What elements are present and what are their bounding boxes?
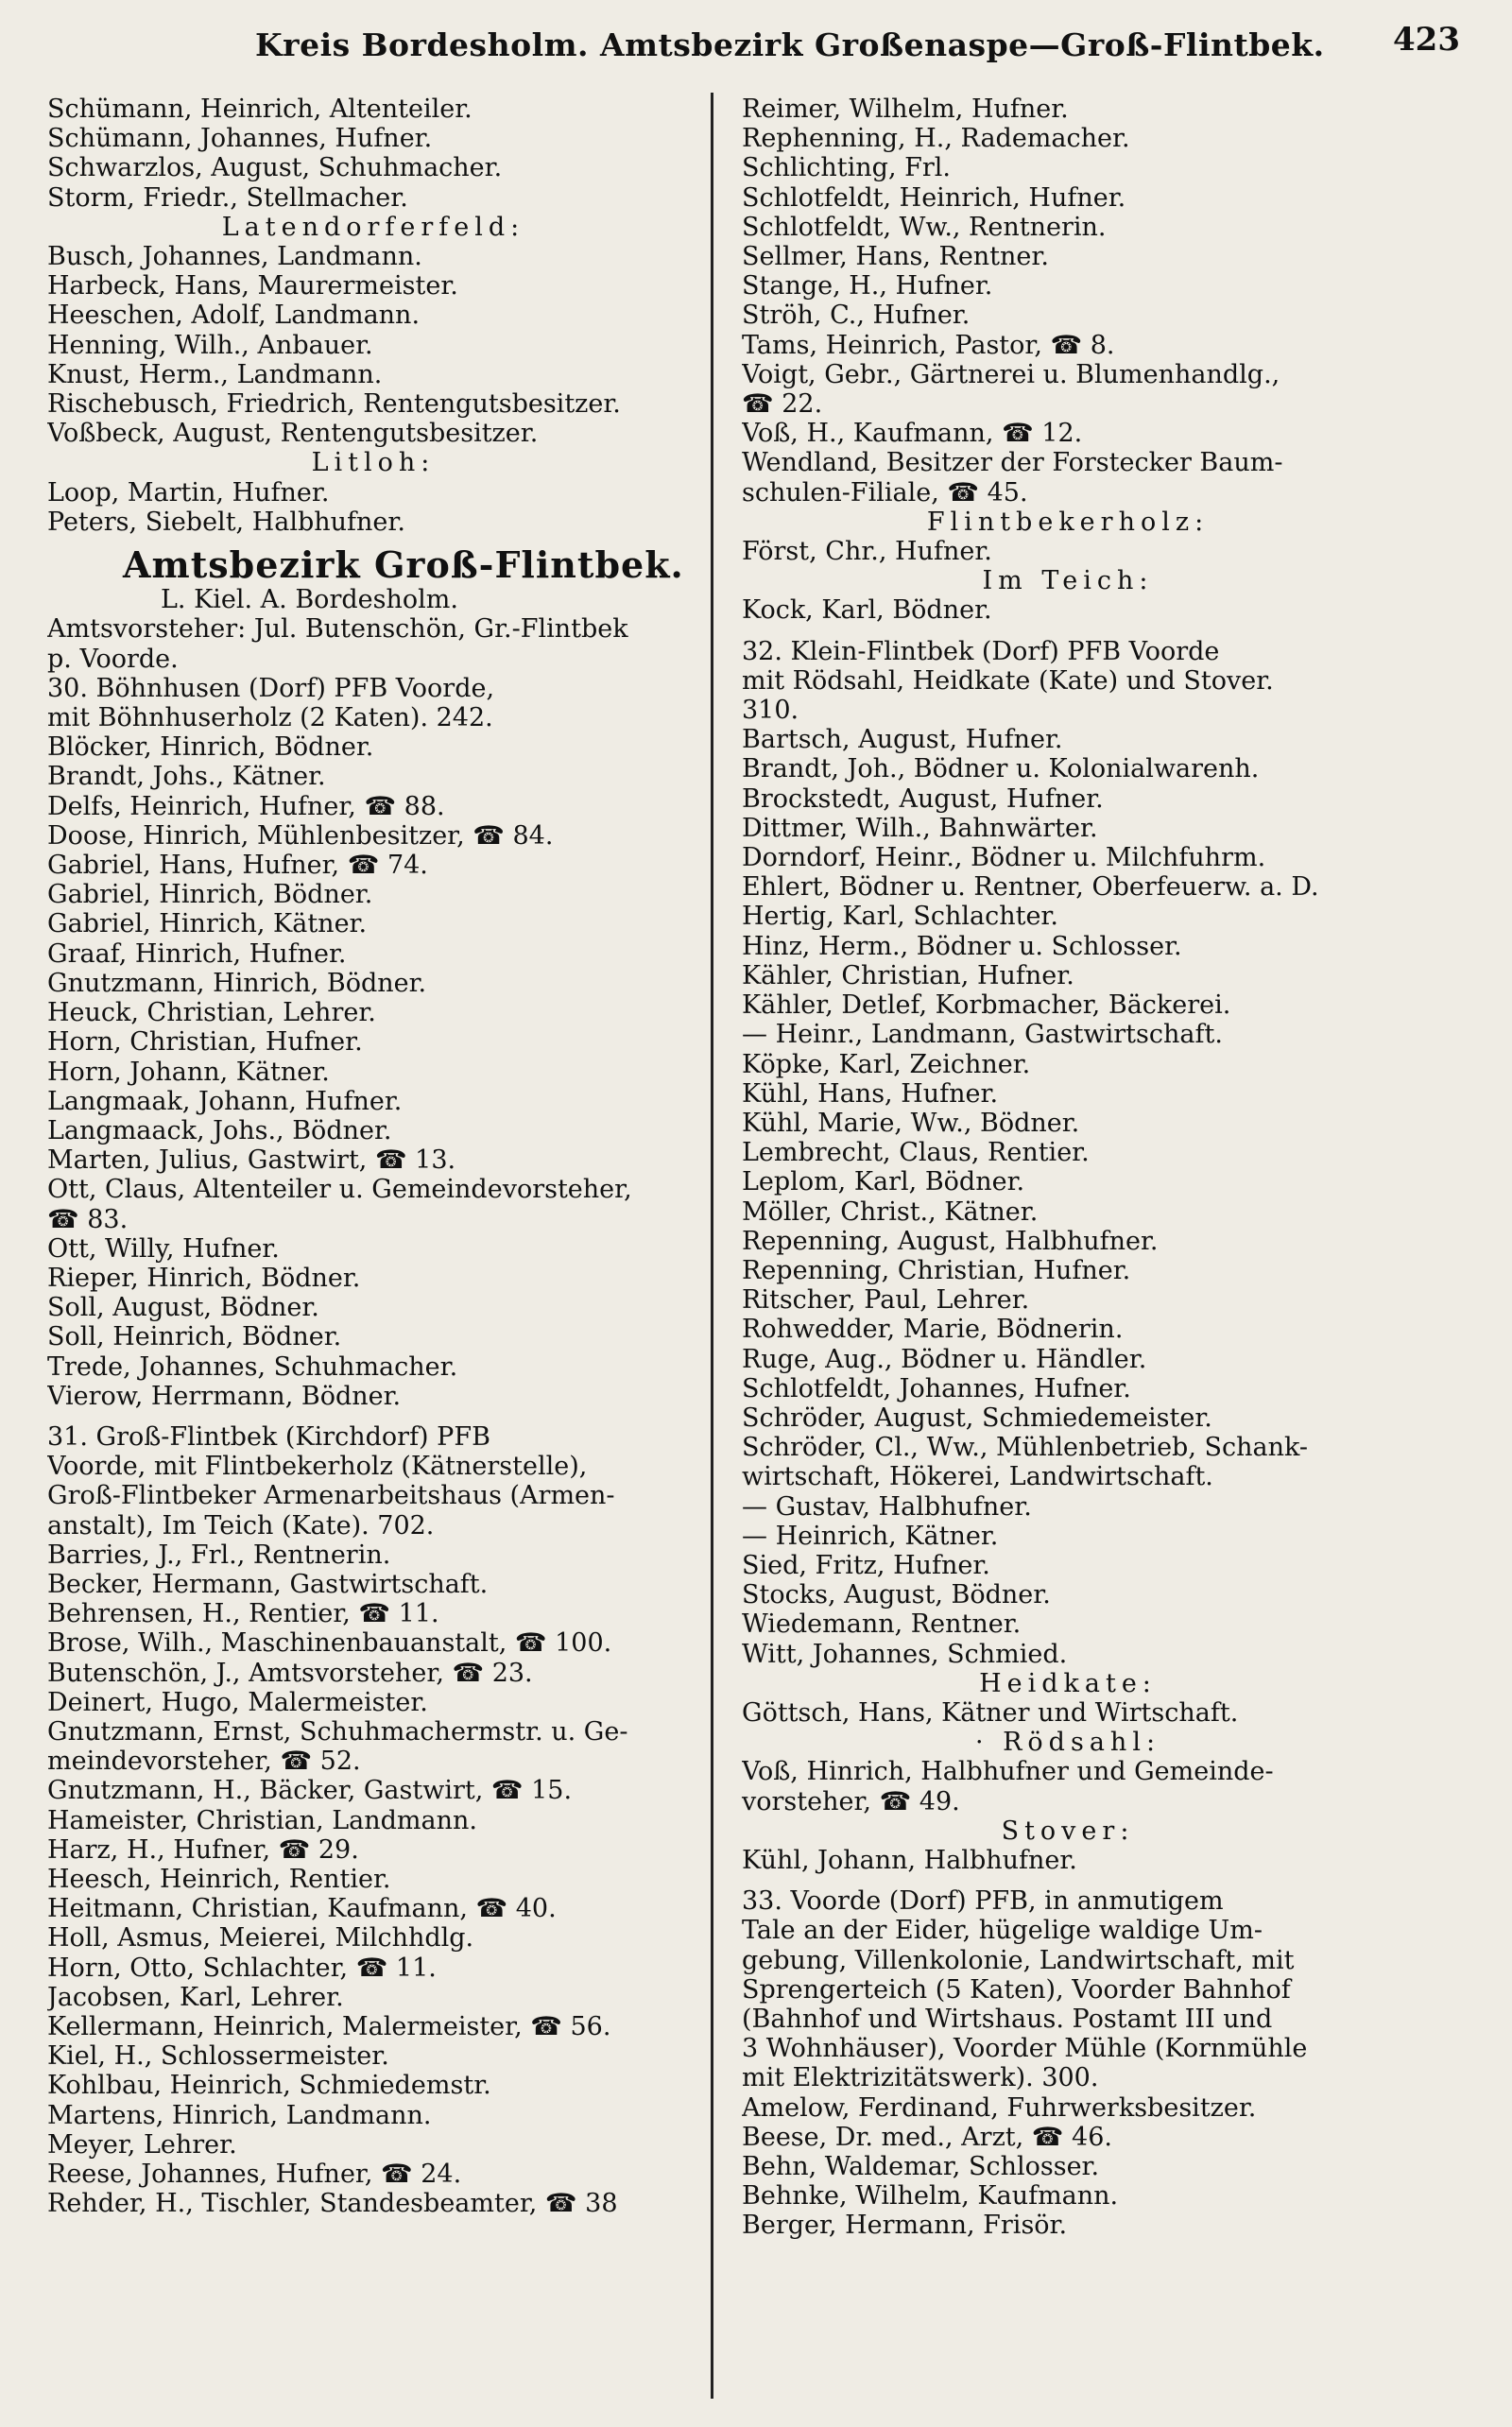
directory-entry: Kock, Karl, Bödner. (742, 595, 992, 626)
directory-entry: Meyer, Lehrer. (47, 2129, 237, 2160)
directory-entry: Reese, Johannes, Hufner, ☎ 24. (47, 2160, 462, 2190)
locality-heading: Stover: (1001, 1816, 1135, 1846)
directory-entry: Amelow, Ferdinand, Fuhrwerksbesitzer. (742, 2092, 1257, 2123)
directory-entry: Rohwedder, Marie, Bödnerin. (742, 1315, 1124, 1345)
directory-entry: Hertig, Karl, Schlachter. (742, 902, 1058, 932)
directory-entry: Först, Chr., Hufner. (742, 537, 992, 567)
directory-entry: Blöcker, Hinrich, Bödner. (47, 732, 374, 763)
directory-entry: Möller, Christ., Kätner. (742, 1196, 1039, 1227)
directory-entry: Kühl, Marie, Ww., Bödner. (742, 1108, 1080, 1138)
locality-heading: Im Teich: (982, 566, 1154, 596)
entry-continuation: vorsteher, ☎ 49. (742, 1786, 960, 1816)
directory-entry: Berger, Hermann, Frisör. (742, 2211, 1068, 2241)
directory-entry: Gabriel, Hans, Hufner, ☎ 74. (47, 851, 428, 881)
directory-entry: Becker, Hermann, Gastwirtschaft. (47, 1569, 489, 1599)
directory-entry: Dittmer, Wilh., Bahnwärter. (742, 813, 1098, 843)
directory-entry: 30. Böhnhusen (Dorf) PFB Voorde, (47, 673, 495, 703)
locality-heading: Litloh: (311, 448, 436, 478)
directory-entry: Bartsch, August, Hufner. (742, 725, 1063, 755)
directory-entry: Schlotfeldt, Johannes, Hufner. (742, 1373, 1131, 1403)
directory-entry: Ott, Claus, Altenteiler u. Gemeindevorsteher, (47, 1175, 632, 1205)
directory-entry: Rephenning, H., Rademacher. (742, 124, 1130, 154)
directory-entry: Harz, H., Hufner, ☎ 29. (47, 1834, 359, 1865)
directory-entry: Rieper, Hinrich, Bödner. (47, 1263, 361, 1293)
directory-entry: Groß-Flintbeker Armenarbeitshaus (Armen- (47, 1481, 615, 1511)
directory-entry: Voß, H., Kaufmann, ☎ 12. (742, 419, 1083, 449)
directory-entry: 3 Wohnhäuser), Voorder Mühle (Kornmühle (742, 2034, 1308, 2064)
directory-entry: Kähler, Detlef, Korbmacher, Bäckerei. (742, 990, 1231, 1021)
directory-entry: Marten, Julius, Gastwirt, ☎ 13. (47, 1145, 456, 1176)
directory-entry: Ströh, C., Hufner. (742, 301, 971, 331)
directory-entry: Schröder, August, Schmiedemeister. (742, 1403, 1212, 1433)
directory-entry: Brandt, Joh., Bödner u. Kolonialwarenh. (742, 754, 1260, 784)
locality-heading: · Rödsahl: (974, 1728, 1161, 1758)
directory-entry: Beese, Dr. med., Arzt, ☎ 46. (742, 2122, 1112, 2152)
entry-continuation: meindevorsteher, ☎ 52. (47, 1747, 361, 1777)
directory-entry: Ruge, Aug., Bödner u. Händler. (742, 1344, 1147, 1374)
directory-entry: Brose, Wilh., Maschinenbauanstalt, ☎ 100. (47, 1628, 612, 1659)
directory-entry: Rehder, H., Tischler, Standesbeamter, ☎ 38 (47, 2189, 618, 2219)
directory-entry: Loop, Martin, Hufner. (47, 477, 330, 508)
directory-entry: Kohlbau, Heinrich, Schmiedemstr. (47, 2071, 491, 2101)
directory-entry: Ritscher, Paul, Lehrer. (742, 1285, 1030, 1316)
locality-heading: Latendorferfeld: (221, 212, 525, 242)
directory-entry: Langmaack, Johs., Bödner. (47, 1115, 392, 1145)
directory-entry: Schümann, Heinrich, Altenteiler. (47, 95, 472, 124)
section-gap (742, 626, 1394, 637)
locality-heading: Flintbekerholz: (926, 507, 1210, 537)
directory-entry: Schlichting, Frl. (742, 153, 951, 183)
entry-continuation: wirtschaft, Hökerei, Landwirtschaft. (742, 1462, 1213, 1492)
directory-entry: 33. Voorde (Dorf) PFB, in anmutigem (742, 1886, 1224, 1917)
directory-entry: Stange, H., Hufner. (742, 271, 993, 301)
directory-entry: Ehlert, Bödner u. Rentner, Oberfeuerw. a. D. (742, 872, 1319, 903)
directory-entry: Schlotfeldt, Heinrich, Hufner. (742, 182, 1126, 213)
directory-entry: Voß, Hinrich, Halbhufner und Gemeinde- (742, 1757, 1274, 1787)
directory-entry: Langmaak, Johann, Hufner. (47, 1086, 403, 1116)
directory-entry: Gabriel, Hinrich, Kätner. (47, 909, 368, 939)
directory-entry: Reimer, Wilhelm, Hufner. (742, 95, 1069, 124)
directory-entry: mit Elektrizitätswerk). 300. (742, 2063, 1099, 2093)
directory-entry: (Bahnhof und Wirtshaus. Postamt III und (742, 2005, 1273, 2034)
directory-entry: Henning, Wilh., Anbauer. (47, 330, 373, 360)
directory-entry: Schümann, Johannes, Hufner. (47, 124, 433, 154)
directory-entry: Dorndorf, Heinr., Bödner u. Milchfuhrm. (742, 843, 1266, 873)
district-title: Amtsbezirk Groß-Flintbek. (123, 543, 684, 587)
directory-entry: Harbeck, Hans, Maurermeister. (47, 271, 458, 301)
directory-entry: Horn, Johann, Kätner. (47, 1057, 330, 1087)
directory-entry: — Heinr., Landmann, Gastwirtschaft. (742, 1020, 1223, 1050)
section-gap (47, 1411, 699, 1422)
entry-continuation: ☎ 83. (47, 1204, 129, 1234)
directory-entry: Sprengerteich (5 Katen), Voorder Bahnhof (742, 1974, 1291, 2005)
directory-entry: Schwarzlos, August, Schuhmacher. (47, 153, 503, 183)
directory-entry: Kühl, Hans, Hufner. (742, 1078, 999, 1109)
directory-entry: Brockstedt, August, Hufner. (742, 783, 1104, 814)
directory-entry: Hameister, Christian, Landmann. (47, 1805, 477, 1835)
directory-entry: Rischebusch, Friedrich, Rentengutsbesitzer. (47, 389, 621, 420)
directory-entry: Hinz, Herm., Bödner u. Schlosser. (742, 931, 1182, 961)
entry-continuation: p. Voorde. (47, 644, 179, 674)
directory-entry: Doose, Hinrich, Mühlenbesitzer, ☎ 84. (47, 820, 554, 851)
directory-entry: Wendland, Besitzer der Forstecker Baum- (742, 448, 1283, 478)
directory-entry: Horn, Christian, Hufner. (47, 1027, 363, 1058)
directory-entry: Vierow, Herrmann, Bödner. (47, 1381, 402, 1411)
directory-entry: Voßbeck, August, Rentengutsbesitzer. (47, 419, 539, 449)
directory-entry: Gabriel, Hinrich, Bödner. (47, 880, 373, 910)
page-number: 423 (1393, 21, 1460, 59)
directory-entry: Storm, Friedr., Stellmacher. (47, 182, 408, 213)
directory-entry: Repenning, August, Halbhufner. (742, 1226, 1159, 1256)
directory-entry: Heitmann, Christian, Kaufmann, ☎ 40. (47, 1894, 557, 1924)
directory-entry: Kühl, Johann, Halbhufner. (742, 1845, 1077, 1875)
directory-entry: Jacobsen, Karl, Lehrer. (47, 1982, 344, 2012)
directory-entry: Göttsch, Hans, Kätner und Wirtschaft. (742, 1697, 1239, 1728)
directory-entry: anstalt), Im Teich (Kate). 702. (47, 1510, 435, 1541)
directory-entry: Gnutzmann, Ernst, Schuhmachermstr. u. Ge- (47, 1716, 628, 1747)
directory-entry: Peters, Siebelt, Halbhufner. (47, 507, 405, 537)
directory-entry: Behn, Waldemar, Schlosser. (742, 2152, 1100, 2182)
entry-continuation: 310. (742, 696, 799, 726)
directory-entry: 31. Groß-Flintbek (Kirchdorf) PFB (47, 1421, 490, 1452)
directory-entry: Stocks, August, Bödner. (742, 1580, 1051, 1610)
locality-heading: Heidkate: (979, 1668, 1157, 1698)
column-divider (711, 93, 713, 2399)
entry-continuation: schulen-Filiale, ☎ 45. (742, 477, 1028, 508)
entry-continuation: ☎ 22. (742, 389, 823, 420)
right-column (742, 95, 1394, 2241)
directory-entry: Schlotfeldt, Ww., Rentnerin. (742, 212, 1107, 242)
directory-entry: Amtsvorsteher: Jul. Butenschön, Gr.-Flintbek (47, 614, 628, 645)
directory-entry: Kiel, H., Schlossermeister. (47, 2041, 389, 2072)
directory-entry: Brandt, Johs., Kätner. (47, 762, 326, 792)
directory-entry: Sellmer, Hans, Rentner. (742, 242, 1049, 272)
district-subtitle: L. Kiel. A. Bordesholm. (161, 585, 458, 615)
directory-entry: Gnutzmann, H., Bäcker, Gastwirt, ☎ 15. (47, 1776, 573, 1806)
directory-entry: 32. Klein-Flintbek (Dorf) PFB Voorde (742, 636, 1220, 666)
directory-entry: Soll, August, Bödner. (47, 1293, 319, 1323)
directory-entry: Witt, Johannes, Schmied. (742, 1639, 1068, 1669)
directory-entry: Trede, Johannes, Schuhmacher. (47, 1351, 458, 1382)
directory-entry: Tams, Heinrich, Pastor, ☎ 8. (742, 330, 1115, 360)
directory-entry: Sied, Fritz, Hufner. (742, 1550, 990, 1580)
directory-entry: Behrensen, H., Rentier, ☎ 11. (47, 1599, 439, 1629)
directory-entry: Butenschön, J., Amtsvorsteher, ☎ 23. (47, 1658, 533, 1688)
running-head (0, 13, 1512, 70)
directory-entry: mit Böhnhuserholz (2 Katen). 242. (47, 703, 493, 733)
directory-entry: — Heinrich, Kätner. (742, 1521, 999, 1551)
directory-entry: Busch, Johannes, Landmann. (47, 242, 422, 272)
directory-entry: gebung, Villenkolonie, Landwirtschaft, mit (742, 1945, 1295, 1975)
directory-entry: Kellermann, Heinrich, Malermeister, ☎ 56. (47, 2012, 611, 2041)
directory-entry: Tale an der Eider, hügelige waldige Um- (742, 1916, 1263, 1946)
directory-entry: mit Rödsahl, Heidkate (Kate) und Stover. (742, 665, 1274, 696)
directory-entry: Graaf, Hinrich, Hufner. (47, 938, 347, 969)
directory-entry: Deinert, Hugo, Malermeister. (47, 1687, 428, 1717)
directory-entry: Kähler, Christian, Hufner. (742, 960, 1074, 990)
directory-entry: Wiedemann, Rentner. (742, 1609, 1022, 1640)
section-gap (742, 1875, 1394, 1886)
directory-entry: Leplom, Karl, Bödner. (742, 1167, 1025, 1197)
left-column (47, 95, 699, 2218)
directory-entry: Delfs, Heinrich, Hufner, ☎ 88. (47, 791, 445, 821)
directory-entry: Soll, Heinrich, Bödner. (47, 1322, 342, 1352)
directory-entry: Barries, J., Frl., Rentnerin. (47, 1540, 391, 1570)
directory-entry: Schröder, Cl., Ww., Mühlenbetrieb, Schank- (742, 1433, 1308, 1463)
directory-entry: — Gustav, Halbhufner. (742, 1491, 1032, 1522)
directory-entry: Heeschen, Adolf, Landmann. (47, 301, 421, 331)
directory-entry: Voigt, Gebr., Gärtnerei u. Blumenhandlg., (742, 359, 1280, 389)
directory-entry: Heesch, Heinrich, Rentier. (47, 1864, 391, 1894)
directory-entry: Köpke, Karl, Zeichner. (742, 1049, 1031, 1079)
directory-entry: Gnutzmann, Hinrich, Bödner. (47, 968, 427, 998)
directory-entry: Ott, Willy, Hufner. (47, 1233, 280, 1264)
running-head-title: Kreis Bordesholm. Amtsbezirk Großenaspe—Groß-Flintbek. (255, 26, 1325, 63)
directory-entry: Voorde, mit Flintbekerholz (Kätnerstelle), (47, 1452, 588, 1482)
directory-entry: Heuck, Christian, Lehrer. (47, 998, 376, 1028)
directory-entry: Horn, Otto, Schlachter, ☎ 11. (47, 1953, 437, 1983)
directory-entry: Holl, Asmus, Meierei, Milchhdlg. (47, 1923, 474, 1954)
directory-entry: Behnke, Wilhelm, Kaufmann. (742, 2181, 1119, 2212)
directory-entry: Knust, Herm., Landmann. (47, 359, 383, 389)
directory-entry: Martens, Hinrich, Landmann. (47, 2100, 432, 2130)
directory-entry: Repenning, Christian, Hufner. (742, 1255, 1131, 1285)
directory-entry: Lembrecht, Claus, Rentier. (742, 1138, 1090, 1168)
